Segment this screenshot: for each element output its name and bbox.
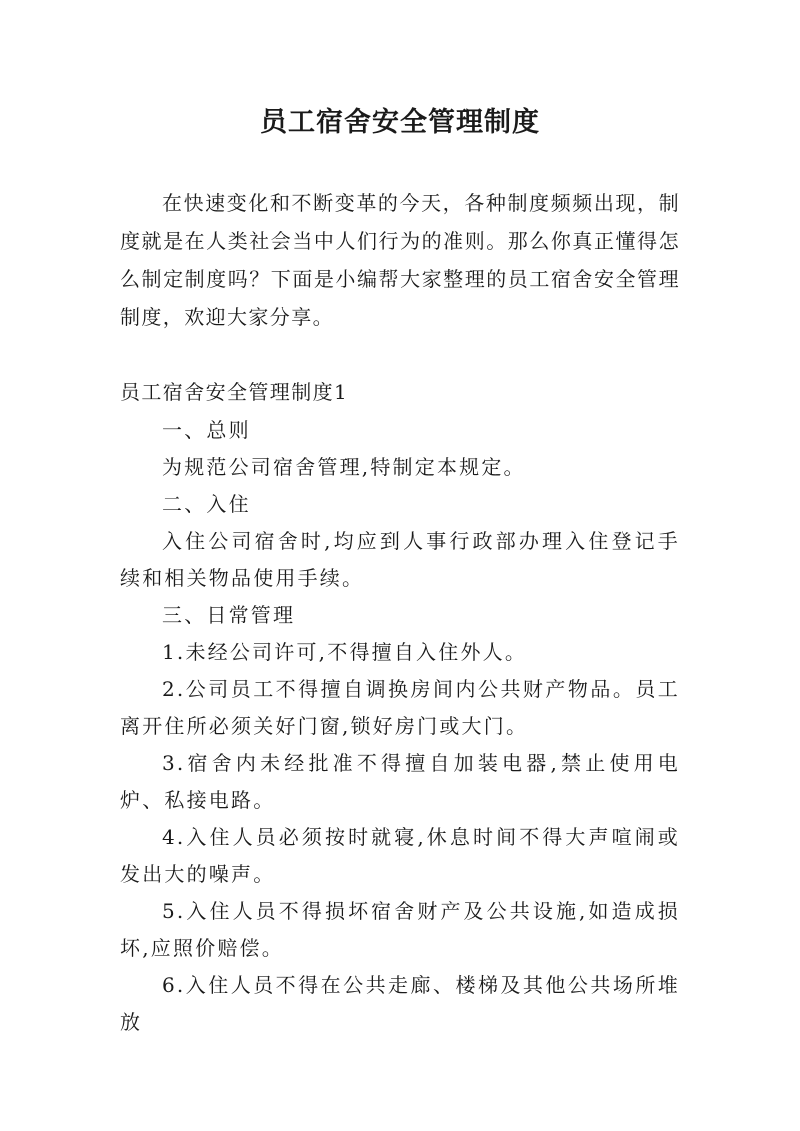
paragraph-checkin: 入住公司宿舍时,均应到人事行政部办理入住登记手续和相关物品使用手续。 <box>120 529 680 590</box>
rule-item-6: 6.入住人员不得在公共走廊、楼梯及其他公共场所堆放 <box>120 973 680 1034</box>
rule-item-4: 4.入住人员必须按时就寝,休息时间不得大声喧闹或发出大的噪声。 <box>120 825 680 886</box>
rule-item-3: 3.宿舍内未经批准不得擅自加装电器,禁止使用电炉、私接电路。 <box>120 751 680 812</box>
intro-paragraph: 在快速变化和不断变革的今天，各种制度频频出现，制度就是在人类社会当中人们行为的准则。那么你真正懂得怎么制定制度吗？下面是小编帮大家整理的员工宿舍安全管理制度，欢迎大家分享。 <box>120 191 680 329</box>
heading-daily-management: 三、日常管理 <box>162 603 296 627</box>
rule-item-5: 5.入住人员不得损坏宿舍财产及公共设施,如造成损坏,应照价赔偿。 <box>120 899 680 960</box>
paragraph-purpose: 为规范公司宿舍管理,特制定本规定。 <box>162 455 526 479</box>
rule-item-1: 1.未经公司许可,不得擅自入住外人。 <box>162 640 528 664</box>
document-title: 员工宿舍安全管理制度 <box>260 107 540 138</box>
heading-checkin: 二、入住 <box>162 492 251 516</box>
regulation-body <box>120 412 680 1041</box>
heading-general: 一、总则 <box>162 418 251 442</box>
rule-item-2: 2.公司员工不得擅自调换房间内公共财产物品。员工离开住所必须关好门窗,锁好房门或大门。 <box>120 677 680 738</box>
section-heading: 员工宿舍安全管理制度1 <box>120 380 349 404</box>
